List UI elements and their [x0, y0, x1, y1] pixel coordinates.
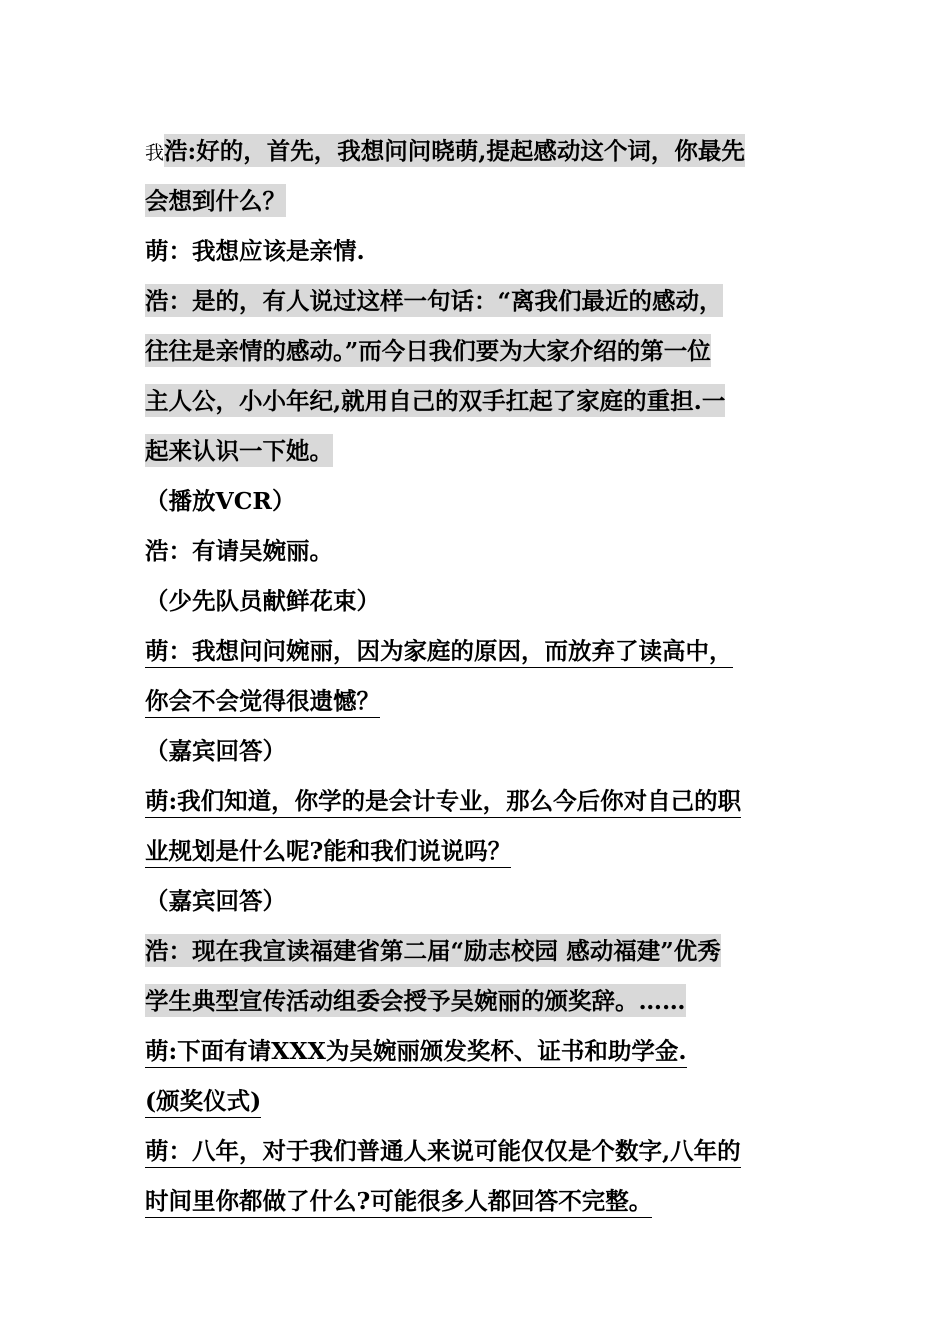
line-text: （少先队员献鲜花束）	[145, 587, 380, 615]
line-text: 浩：有请吴婉丽。	[145, 537, 333, 565]
line-10	[145, 576, 811, 626]
line-text: 萌：我想问问婉丽，因为家庭的原因，而放弃了读高中，	[145, 634, 733, 668]
line-text: 会想到什么？	[145, 184, 286, 217]
line-prefix: 我	[145, 142, 165, 164]
line-text: 学生典型宣传活动组委会授予吴婉丽的颁奖辞。……	[145, 984, 686, 1017]
script-text	[145, 126, 811, 1226]
line-12	[145, 676, 811, 726]
line-text: 萌：我想应该是亲情.	[145, 237, 365, 265]
line-2	[145, 176, 811, 226]
line-3	[145, 226, 811, 276]
line-text: 主人公，小小年纪,就用自己的双手扛起了家庭的重担.一	[145, 384, 725, 417]
line-13	[145, 726, 811, 776]
line-text: 时间里你都做了什么?可能很多人都回答不完整。	[145, 1184, 652, 1218]
line-text: （嘉宾回答）	[145, 737, 286, 765]
line-text: 起来认识一下她。	[145, 434, 333, 467]
line-1	[145, 126, 811, 176]
line-14	[145, 776, 811, 826]
line-15	[145, 826, 811, 876]
line-text: 萌:下面有请XXX为吴婉丽颁发奖杯、证书和助学金.	[145, 1034, 687, 1068]
line-11	[145, 626, 811, 676]
line-21	[145, 1126, 811, 1176]
line-8	[145, 476, 811, 526]
line-text: 萌：八年，对于我们普通人来说可能仅仅是个数字,八年的	[145, 1134, 741, 1168]
line-16	[145, 876, 811, 926]
line-22	[145, 1176, 811, 1226]
line-4	[145, 276, 811, 326]
line-text: 浩：现在我宣读福建省第二届“励志校园 感动福建”优秀	[145, 934, 721, 967]
line-9	[145, 526, 811, 576]
line-6	[145, 376, 811, 426]
line-18	[145, 976, 811, 1026]
line-17	[145, 926, 811, 976]
line-text: 浩：是的，有人说过这样一句话：“离我们最近的感动，	[145, 284, 723, 317]
line-text: 你会不会觉得很遗憾？	[145, 684, 380, 718]
line-20	[145, 1076, 811, 1126]
line-5	[145, 326, 811, 376]
line-7	[145, 426, 811, 476]
line-text: （嘉宾回答）	[145, 887, 286, 915]
line-text: 业规划是什么呢?能和我们说说吗？	[145, 834, 511, 868]
line-19	[145, 1026, 811, 1076]
line-text: (颁奖仪式)	[145, 1084, 261, 1118]
line-text: 萌:我们知道，你学的是会计专业，那么今后你对自己的职	[145, 784, 741, 818]
line-text: （播放VCR）	[145, 487, 296, 515]
line-text: 往往是亲情的感动。”而今日我们要为大家介绍的第一位	[145, 334, 711, 367]
line-text: 浩:好的，首先，我想问问晓萌,提起感动这个词，你最先	[164, 134, 745, 167]
